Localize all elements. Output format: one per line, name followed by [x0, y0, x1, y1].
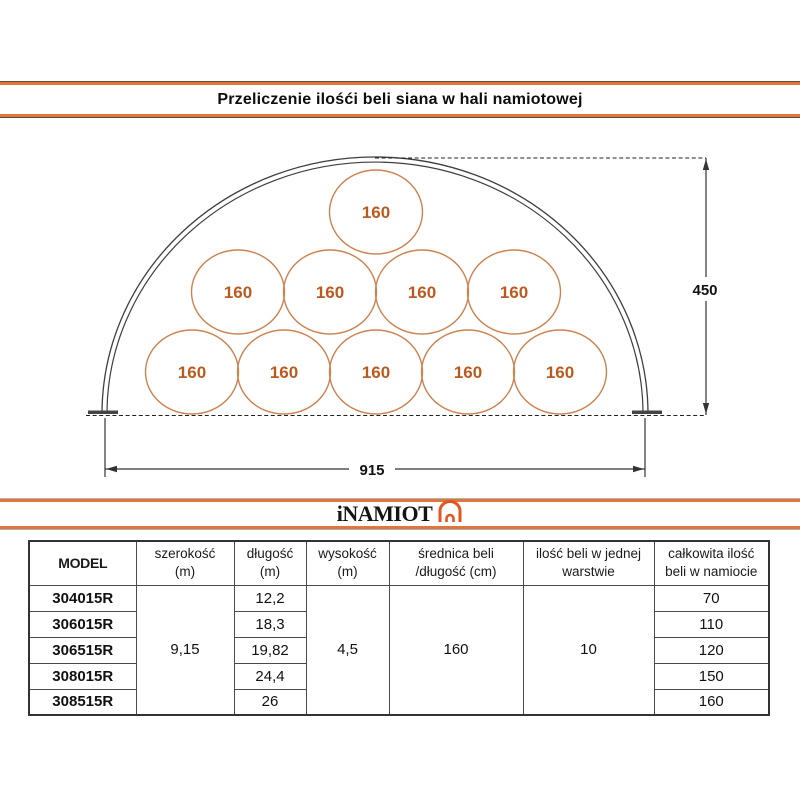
- bale-label: 160: [545, 363, 575, 382]
- bale-label: 160: [269, 363, 299, 382]
- col-header-model: MODEL: [29, 541, 136, 585]
- model-cell: 304015R: [29, 585, 136, 611]
- dlugosc-cell: 12,2: [234, 585, 306, 611]
- calkowita-cell: 110: [654, 611, 769, 637]
- height-dimension-label: 450: [692, 282, 718, 299]
- bale-label: 160: [177, 363, 207, 382]
- wysokosc-merged-cell: 4,5: [306, 585, 389, 715]
- width-dimension-label: 915: [359, 462, 385, 479]
- szerokosc-merged-cell: 9,15: [136, 585, 234, 715]
- dlugosc-cell: 18,3: [234, 611, 306, 637]
- ilosc-warstwa-merged-cell: 10: [523, 585, 654, 715]
- srednica-merged-cell: 160: [389, 585, 523, 715]
- bale-label: 160: [453, 363, 483, 382]
- calkowita-cell: 160: [654, 689, 769, 715]
- arrowhead-right-icon: [633, 466, 644, 472]
- col-header-dlugosc: długość (m): [234, 541, 306, 585]
- bale-label: 160: [361, 203, 391, 222]
- dlugosc-cell: 26: [234, 689, 306, 715]
- divider-line: [0, 529, 800, 530]
- model-cell: 306015R: [29, 611, 136, 637]
- col-header-calkowita: całkowita ilość beli w namiocie: [654, 541, 769, 585]
- tent-base-foot-right: [632, 411, 662, 415]
- arrowhead-down-icon: [703, 403, 709, 414]
- bale-label: 160: [407, 283, 437, 302]
- page-title: Przeliczenie ilośći beli siana w hali namiotowej: [217, 90, 583, 108]
- divider-line: [0, 117, 800, 118]
- model-cell: 306515R: [29, 637, 136, 663]
- calkowita-cell: 150: [654, 663, 769, 689]
- calkowita-cell: 70: [654, 585, 769, 611]
- tent-cross-section-diagram: [0, 130, 800, 490]
- table-header-row: [29, 541, 769, 585]
- model-cell: 308015R: [29, 663, 136, 689]
- dlugosc-cell: 19,82: [234, 637, 306, 663]
- calkowita-cell: 120: [654, 637, 769, 663]
- tent-arch-icon: [437, 500, 463, 529]
- col-header-wysokosc: wysokość (m): [306, 541, 389, 585]
- col-header-szerokosc: szerokość (m): [136, 541, 234, 585]
- bale-label: 160: [223, 283, 253, 302]
- arrowhead-up-icon: [703, 159, 709, 170]
- model-cell: 308515R: [29, 689, 136, 715]
- arrowhead-left-icon: [106, 466, 117, 472]
- bale-label: 160: [315, 283, 345, 302]
- diagram-canvas: [0, 130, 800, 490]
- col-header-ilosc-warstwa: ilość beli w jednej warstwie: [523, 541, 654, 585]
- bale-label: 160: [499, 283, 529, 302]
- bale-label: 160: [361, 363, 391, 382]
- logo-band: [0, 498, 800, 530]
- tent-base-foot-left: [88, 411, 118, 415]
- dlugosc-cell: 24,4: [234, 663, 306, 689]
- title-band: [0, 81, 800, 118]
- spec-table: [28, 540, 770, 716]
- brand-logo-text: iNAMIOT: [336, 501, 433, 526]
- table-row: [29, 585, 769, 611]
- col-header-srednica: średnica beli /długość (cm): [389, 541, 523, 585]
